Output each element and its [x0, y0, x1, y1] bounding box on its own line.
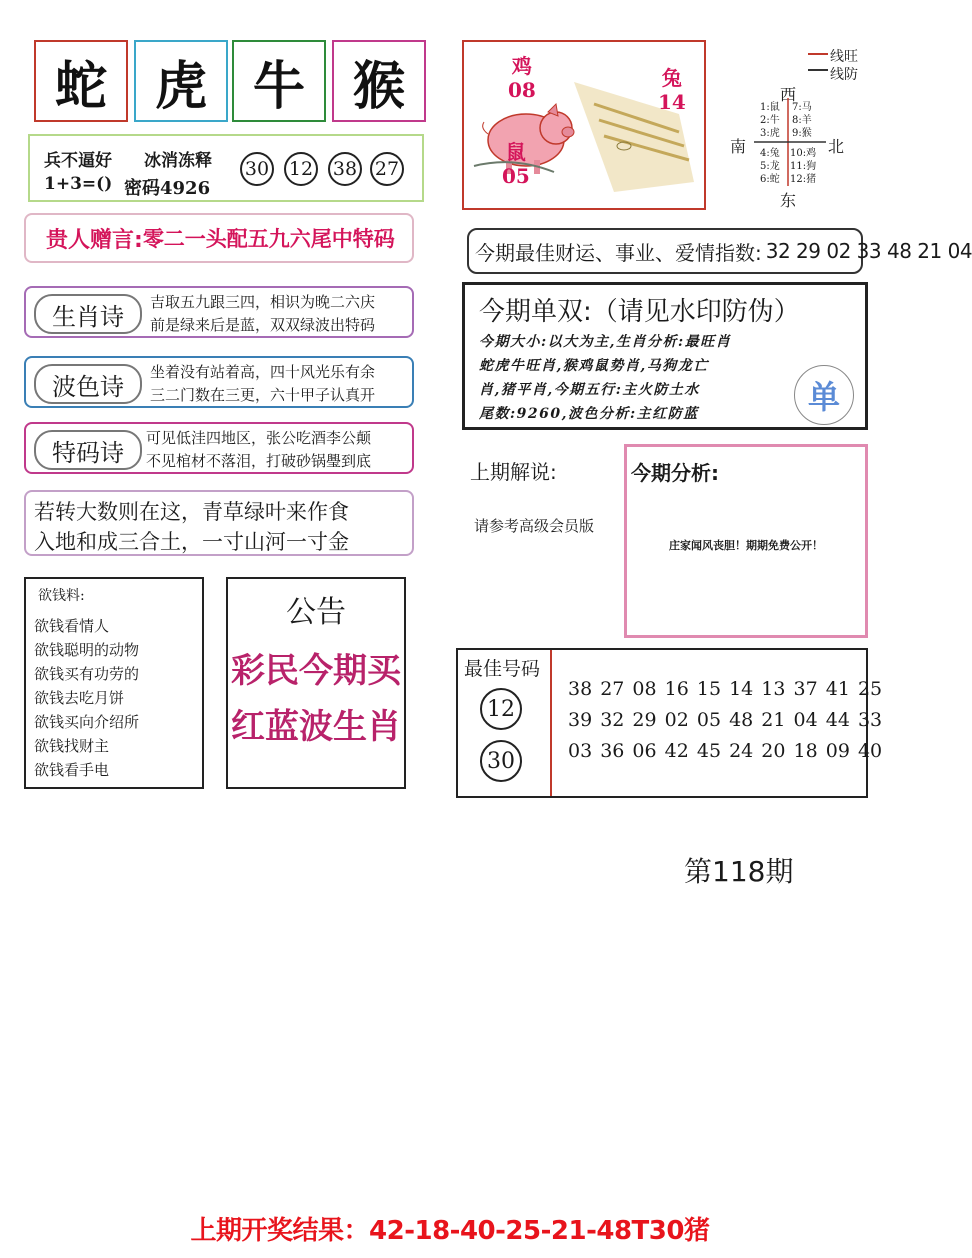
special-poem-box	[24, 422, 414, 474]
odd-badge: 单	[794, 365, 854, 425]
analysis-line: 蛇虎牛旺肖,猴鸡鼠势肖,马狗龙亡	[479, 358, 709, 374]
direction-west: 西	[780, 85, 797, 104]
poem-line: 坐着没有站着高，四十风光乐有余	[150, 363, 376, 381]
gift-value: 零二一头配五九六尾中特码	[142, 227, 395, 251]
number-ball: 12	[284, 152, 318, 186]
poem-line: 吉取五九跟三四，相识为晚二六庆	[150, 293, 376, 311]
number-ball: 30	[480, 740, 522, 782]
number-row: 38 27 08 16 15 14 13 37 41 25	[568, 678, 883, 700]
compass-cell: 6:蛇	[760, 174, 780, 185]
number-row: 39 32 29 02 05 48 21 04 44 33	[568, 709, 883, 731]
legend-guard: 线防	[830, 67, 858, 83]
zodiac-poem-box	[24, 286, 414, 338]
verse-line: 入地和成三合土，一寸山河一寸金	[34, 530, 349, 554]
direction-south: 南	[730, 137, 747, 156]
compass-cell: 12:猪	[790, 174, 817, 185]
gift-words-box	[24, 213, 414, 263]
number-ball: 30	[240, 152, 274, 186]
list-item: 欲钱看手电	[34, 761, 110, 779]
poem-label: 生肖诗	[34, 294, 142, 334]
compass-cell: 5:龙	[760, 161, 780, 172]
index-label: 今期最佳财运、事业、爱情指数:	[475, 240, 762, 265]
fortune-index-box	[467, 228, 972, 274]
compass-cell: 7:马	[792, 102, 812, 113]
list-item: 欲钱找财主	[34, 737, 110, 755]
analysis-body: 庄家闻风丧胆！期期免费公开！	[669, 539, 823, 552]
zodiac-box-4: 猴	[332, 40, 426, 122]
poem-line: 前是绿来后是蓝，双双绿波出特码	[150, 316, 376, 334]
odd-even-box	[462, 282, 868, 430]
last-period-label: 上期解说:	[470, 460, 557, 484]
direction-east: 东	[780, 191, 797, 210]
member-note: 请参考高级会员版	[474, 517, 595, 535]
analysis-line: 今期大小:以大为主,生肖分析:最旺肖	[479, 334, 732, 350]
poem-line: 不见棺材不落泪，打破砂锅璺到底	[146, 452, 372, 470]
current-analysis-box	[624, 444, 868, 638]
compass-cell: 9:猴	[792, 128, 812, 139]
money-heading: 欲钱料:	[38, 588, 85, 604]
list-item: 欲钱看情人	[34, 617, 110, 635]
list-item: 欲钱买有功劳的	[34, 665, 140, 683]
best-numbers-heading: 最佳号码	[464, 658, 541, 680]
number-row: 03 36 06 42 45 24 20 18 09 40	[568, 740, 883, 762]
gift-label: 贵人赠言:	[46, 227, 143, 253]
notice-box	[226, 577, 406, 789]
notice-line: 红蓝波生肖	[231, 707, 401, 747]
compass-cell: 3:虎	[760, 128, 780, 139]
number-ball: 12	[480, 688, 522, 730]
issue-number: 第118期	[684, 855, 794, 888]
number-ball: 27	[370, 152, 404, 186]
compass-cell: 2:牛	[760, 115, 780, 126]
last-draw-result: 上期开奖结果：42-18-40-25-21-48T30猪	[190, 1216, 710, 1246]
money-riddle-box	[24, 577, 204, 789]
best-numbers-sidebar	[458, 650, 552, 796]
compass-cell: 4:兔	[760, 148, 780, 159]
info-phrase-1: 兵不逼好	[44, 151, 112, 171]
info-equation: 1+3=()	[44, 174, 113, 194]
zodiac-illustration-panel	[462, 40, 706, 210]
poem-label: 波色诗	[34, 364, 142, 404]
zodiac-box-3: 牛	[232, 40, 326, 122]
notice-heading: 公告	[286, 595, 346, 630]
poem-line: 三二门数在三更，六十甲子认真开	[150, 386, 376, 404]
index-numbers: 32 29 02 33 48 21 04	[765, 239, 972, 263]
notice-line: 彩民今期买	[231, 651, 401, 691]
best-numbers-box	[456, 648, 883, 798]
compass-cell: 1:鼠	[760, 102, 780, 113]
compass-cell: 8:羊	[792, 115, 812, 126]
zodiac-box-2: 虎	[134, 40, 228, 122]
analysis-heading: 今期分析:	[631, 461, 719, 485]
analysis-line: 尾数:9260,波色分析:主红防蓝	[479, 406, 699, 422]
info-box	[28, 134, 424, 202]
list-item: 欲钱聪明的动物	[34, 641, 140, 659]
list-item: 欲钱去吃月饼	[34, 689, 125, 707]
poem-label: 特码诗	[34, 430, 142, 470]
info-password: 密码4926	[124, 178, 211, 199]
color-poem-box	[24, 356, 414, 408]
zodiac-tag: 鼠 05	[502, 140, 530, 188]
info-phrase-2: 冰消冻释	[144, 151, 212, 171]
zodiac-tag: 兔 14	[658, 66, 686, 114]
zodiac-tag: 鸡 08	[508, 54, 536, 102]
verse-box	[24, 490, 414, 556]
number-ball: 38	[328, 152, 362, 186]
verse-line: 若转大数则在这，青草绿叶来作食	[34, 500, 349, 524]
compass-cell: 11:狗	[790, 161, 817, 172]
analysis-line: 肖,猪平肖,今期五行:主火防土水	[479, 382, 700, 398]
legend-prosper: 线旺	[830, 49, 858, 65]
odd-even-heading: 今期单双:（请见水印防伪）	[479, 297, 800, 327]
compass-cell: 10:鸡	[790, 148, 817, 159]
zodiac-box-1: 蛇	[34, 40, 128, 122]
poem-line: 可见低洼四地区，张公吃酒李公颠	[146, 429, 372, 447]
direction-north: 北	[828, 137, 845, 156]
list-item: 欲钱买向介绍所	[34, 713, 140, 731]
